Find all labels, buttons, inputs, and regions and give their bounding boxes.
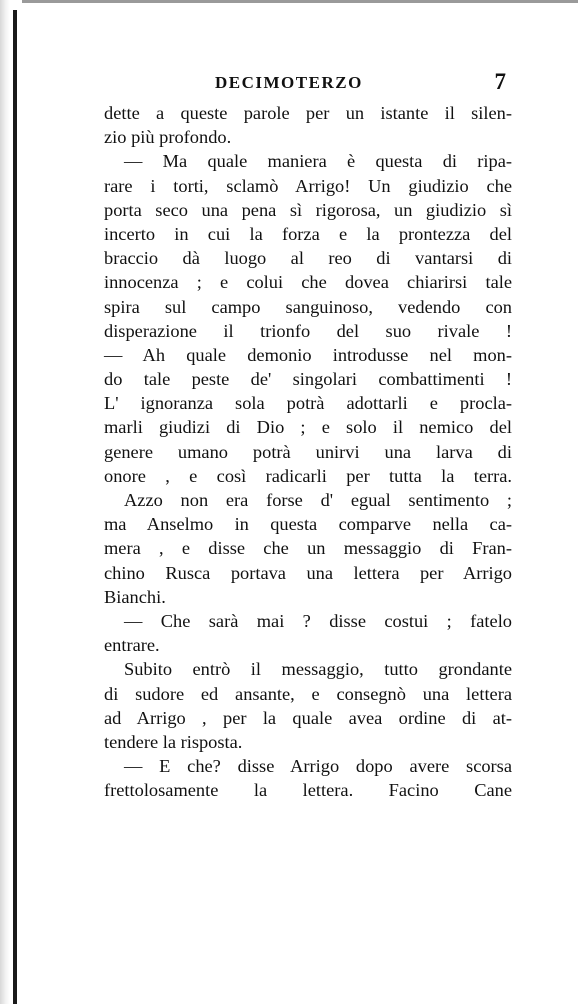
text-line: dette a queste parole per un istante il silen- bbox=[104, 103, 512, 123]
text-line: disperazione il trionfo del suo rivale ! bbox=[104, 320, 512, 341]
text-line: onore , e così radicarli per tutta la terra. bbox=[104, 465, 512, 486]
text-line: Azzo non era forse d' egual sentimento ; bbox=[124, 490, 512, 510]
body-text bbox=[104, 101, 512, 802]
text-line: chino Rusca portava una lettera per Arrigo bbox=[104, 562, 512, 583]
text-line: di sudore ed ansante, e consegnò una lettera bbox=[104, 683, 512, 704]
text-line: — E che? disse Arrigo dopo avere scorsa bbox=[124, 756, 512, 777]
page-number: 7 bbox=[494, 69, 506, 94]
text-line: mera , e disse che un messaggio di Fran- bbox=[104, 538, 512, 559]
text-line: porta seco una pena sì rigorosa, un giudizio sì bbox=[104, 199, 512, 220]
text-line: tendere la risposta. bbox=[104, 731, 243, 752]
text-line: spira sul campo sanguinoso, vedendo con bbox=[104, 296, 512, 317]
text-line: incerto in cui la forza e la prontezza del bbox=[104, 223, 512, 244]
page-header bbox=[100, 69, 510, 99]
text-line: do tale peste de' singolari combattimenti ! bbox=[104, 369, 512, 390]
text-line: — Ma quale maniera è questa di ripa- bbox=[124, 151, 512, 172]
running-head: DECIMOTERZO bbox=[215, 73, 363, 92]
text-line: L' ignoranza sola potrà adottarli e procla- bbox=[104, 393, 512, 414]
text-line: zio più profondo. bbox=[104, 127, 232, 148]
text-line: entrare. bbox=[104, 635, 160, 656]
text-line: frettolosamente la lettera. Facino Cane bbox=[104, 780, 512, 801]
text-line: ma Anselmo in questa comparve nella ca- bbox=[104, 514, 512, 535]
text-line: rare i torti, sclamò Arrigo! Un giudizio che bbox=[104, 175, 512, 196]
binding-shadow bbox=[0, 0, 22, 1004]
page-top-edge bbox=[0, 0, 578, 3]
text-line: — Ah quale demonio introdusse nel mon- bbox=[104, 344, 512, 365]
text-line: Bianchi. bbox=[104, 586, 166, 607]
text-line: genere umano potrà unirvi una larva di bbox=[104, 441, 512, 462]
text-line: — Che sarà mai ? disse costui ; fatelo bbox=[124, 610, 512, 631]
binding-gutter-line bbox=[13, 10, 17, 1004]
text-line: braccio dà luogo al reo di vantarsi di bbox=[104, 248, 512, 269]
text-line: ad Arrigo , per la quale avea ordine di at- bbox=[104, 707, 512, 728]
text-line: innocenza ; e colui che dovea chiarirsi tale bbox=[104, 272, 512, 293]
text-line: Subito entrò il messaggio, tutto grondante bbox=[124, 659, 512, 680]
text-line: marli giudizi di Dio ; e solo il nemico del bbox=[104, 417, 512, 438]
